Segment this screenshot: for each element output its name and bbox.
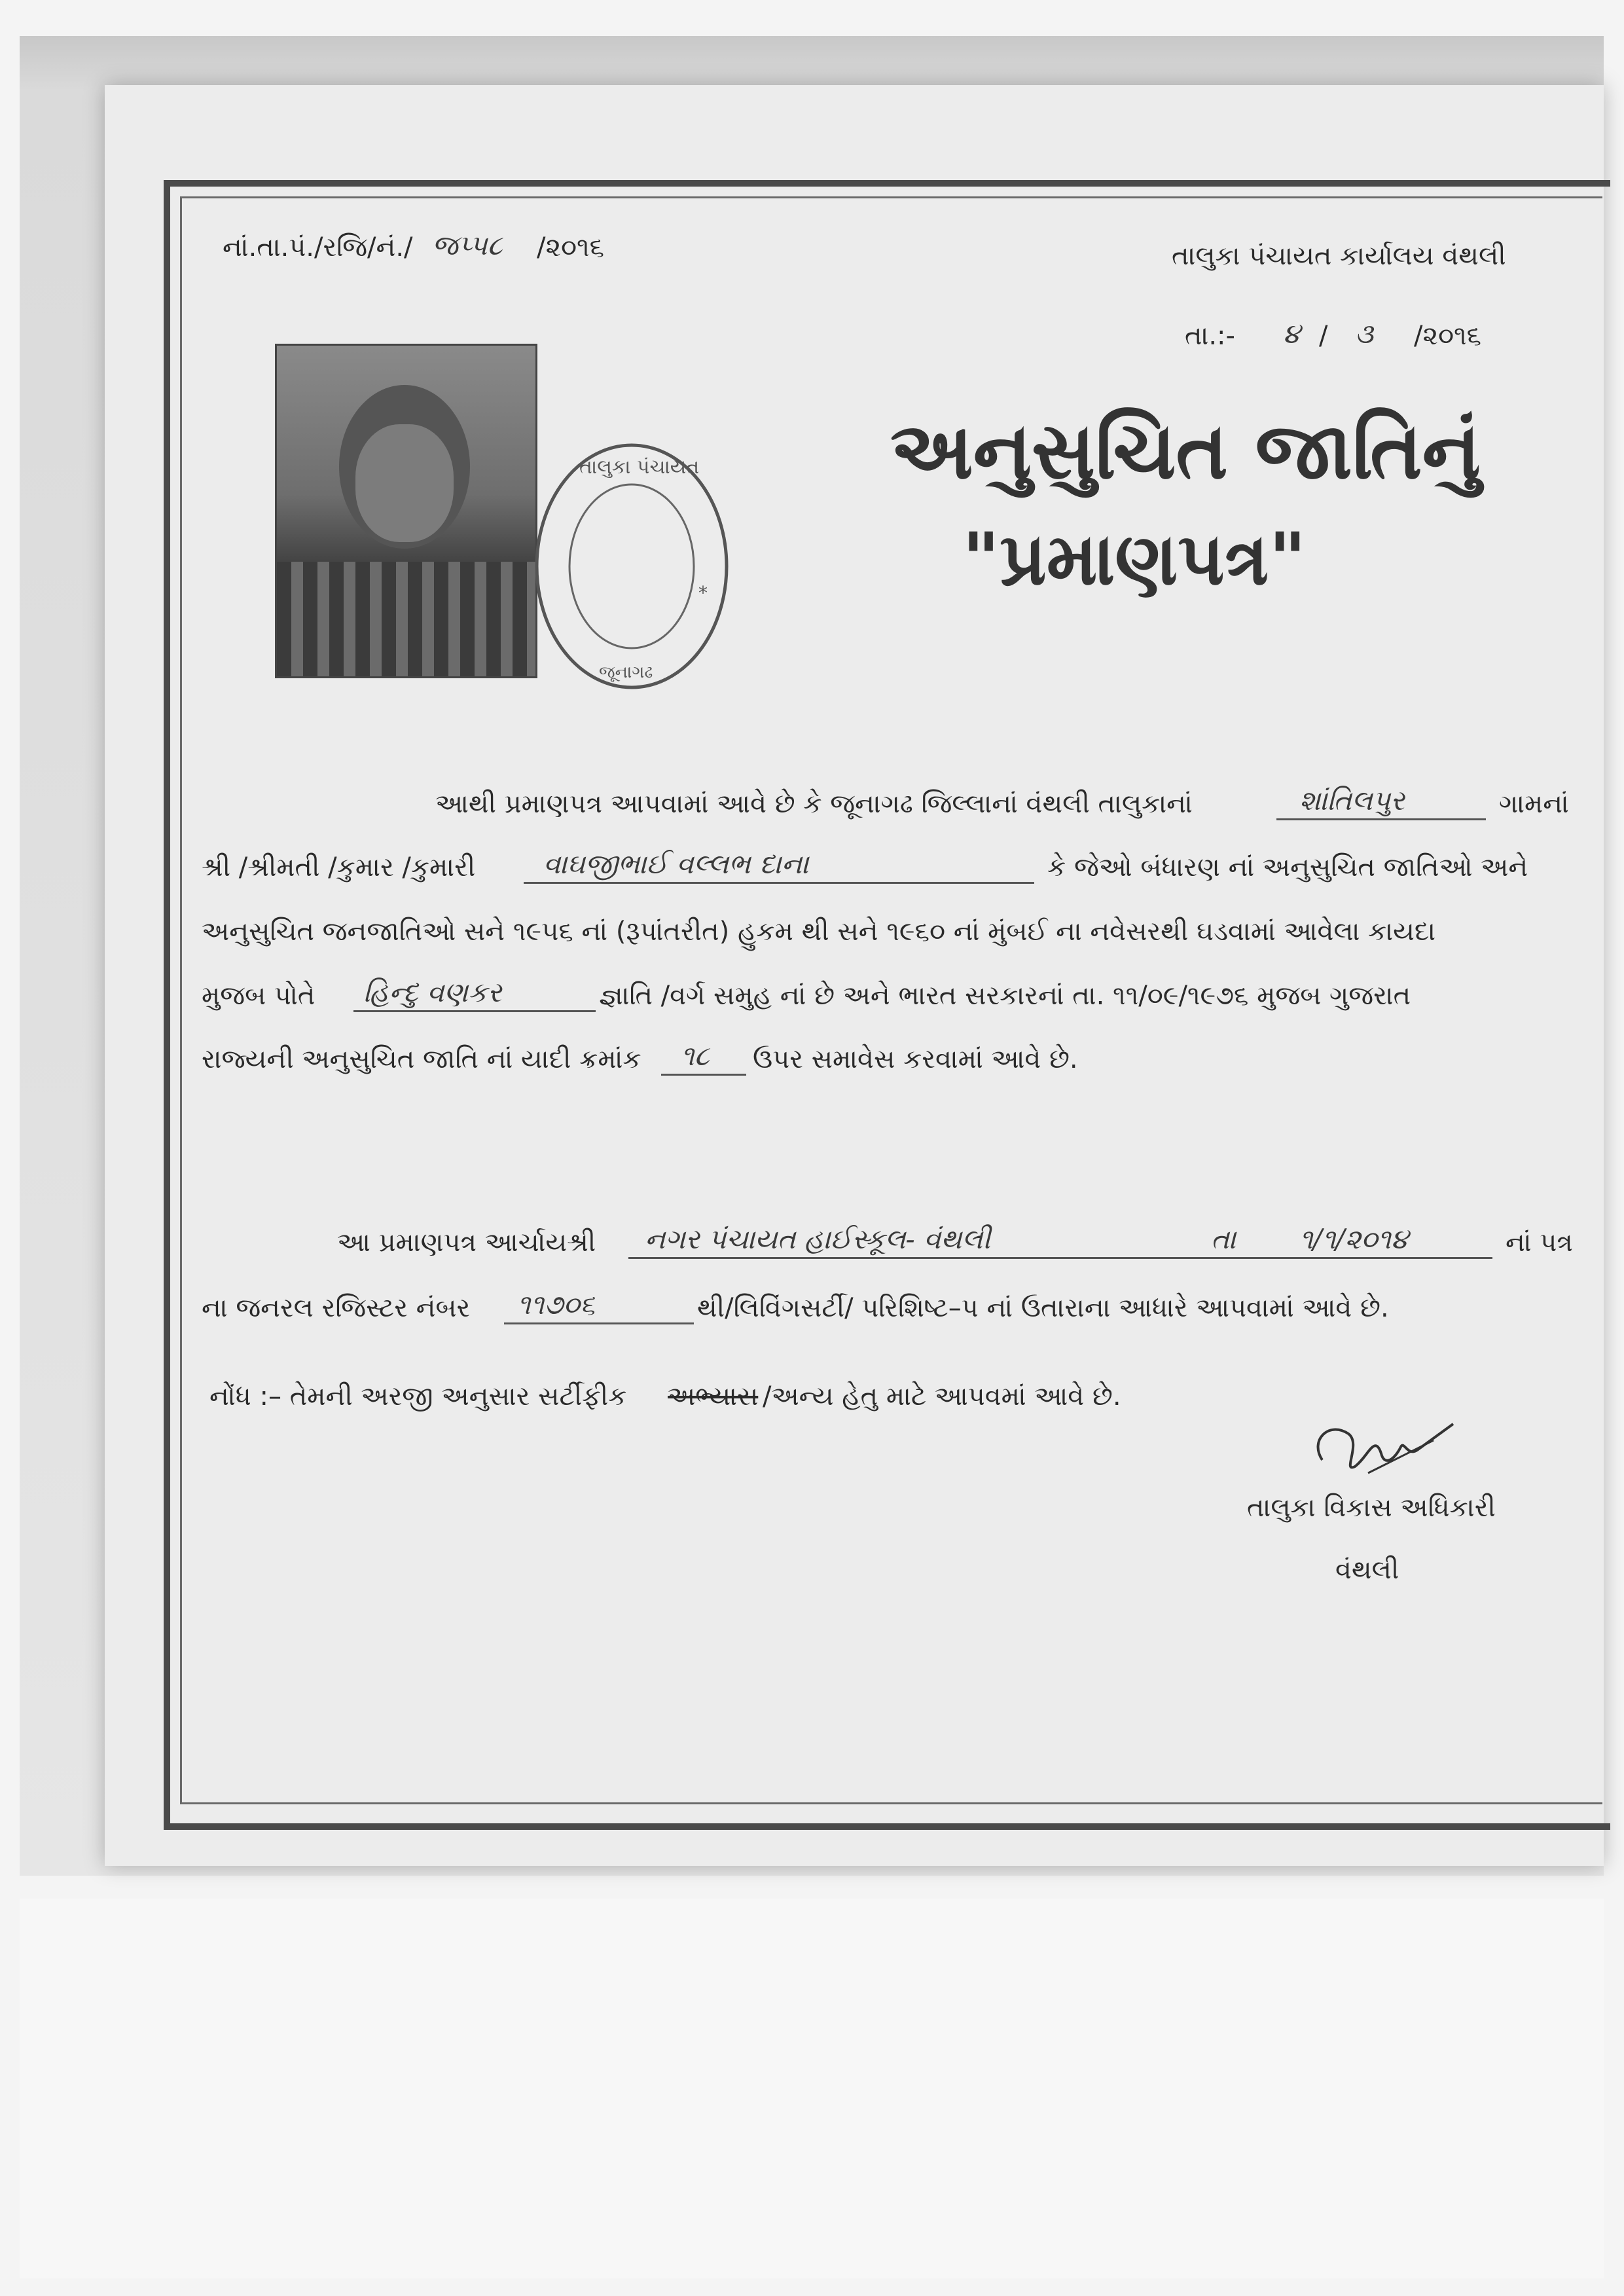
- note-prefix: નોંધ :– તેમની અરજી અનુસાર સર્ટીફીક: [209, 1381, 627, 1412]
- caste-hw: હિન્દુ વણકર: [363, 976, 502, 1008]
- body-line5-end: ઉપર સમાવેસ કરવામાં આવે છે.: [753, 1044, 1078, 1074]
- basis-line2-end: થી/લિવિંગસર્ટી/ પરિશિષ્ટ–પ નાં ઉતારાના આધારે આપવામાં આવે છે.: [697, 1293, 1389, 1323]
- office-seal: [527, 435, 736, 697]
- body-line4: મુજબ પોતે: [202, 981, 316, 1011]
- ref-number-hw: જપ્પ૮: [432, 229, 503, 261]
- ref-year: /૨૦૧૬: [537, 232, 605, 263]
- blank-area: [20, 1899, 1604, 2278]
- letter-date-hw: ૧/૧/૨૦૧૪: [1299, 1223, 1409, 1255]
- body-line5: રાજ્યની અનુસુચિત જાતિ નાં યાદી ક્રમાંક: [202, 1044, 641, 1074]
- ref-label: નાં.તા.પં./રજિ/નં./: [223, 232, 413, 263]
- body-line4-end: જ્ઞાતિ /વર્ગ સમુહ નાં છે અને ભારત સરકારનાં તા. ૧૧/૦૯/૧૯૭૬ મુજબ ગુજરાત: [599, 981, 1411, 1011]
- seal-text-top: તાલુકા પંચાયત: [579, 456, 700, 479]
- village-hw: શાંતિલપુર: [1299, 784, 1405, 816]
- signatory-place: વંથલી: [1335, 1555, 1399, 1585]
- school-taluka-hw: તા: [1211, 1223, 1236, 1255]
- basis-line1: આ પ્રમાણપત્ર આર્ચાયશ્રી: [337, 1228, 596, 1258]
- register-number-hw: ૧૧૭૦૬: [517, 1288, 596, 1321]
- office-name: તાલુકા પંચાયત કાર્યાલય વંથલી: [1172, 241, 1506, 271]
- body-line2: શ્રી /શ્રીમતી /કુમાર /કુમારી: [202, 852, 476, 883]
- body-line1-end: ગામનાં: [1499, 789, 1569, 819]
- body-line2-end: કે જેઓ બંધારણ નાં અનુસુચિત જાતિઓ અને: [1047, 852, 1528, 883]
- date-label: તા.:-: [1185, 321, 1235, 351]
- list-number-hw: ૧૮: [681, 1040, 710, 1072]
- note-suffix: /અન્ય હેતુ માટે આપવમાં આવે છે.: [763, 1381, 1121, 1412]
- date-day-hw: ૪: [1283, 318, 1301, 350]
- applicant-name-hw: વાઘજીભાઈ વલ્લભ દાના: [543, 848, 809, 880]
- applicant-photo: [275, 344, 537, 678]
- officer-signature: [1303, 1414, 1460, 1493]
- certificate-title: અનુસુચિત જાતિનું: [890, 406, 1481, 497]
- school-name-hw: નગર પંચાયત હાઈસ્કૂલ- વંથલી: [645, 1223, 991, 1255]
- svg-text:*: *: [698, 582, 708, 604]
- basis-line2: ના જનરલ રજિસ્ટર નંબર: [202, 1293, 471, 1323]
- note-struck: અભ્યાસ: [668, 1381, 759, 1412]
- date-month-hw: ૩: [1355, 318, 1373, 350]
- body-line1: આથી પ્રમાણપત્ર આપવામાં આવે છે કે જૂનાગઢ જિલ્લાનાં વંથલી તાલુકાનાં: [435, 789, 1193, 819]
- date-year: /૨૦૧૬: [1414, 321, 1482, 351]
- certificate-subtitle: "પ્રમાણપત્ર": [962, 517, 1307, 601]
- signatory-title: તાલુકા વિકાસ અધિકારી: [1247, 1493, 1496, 1523]
- body-line3: અનુસુચિત જનજાતિઓ સને ૧૯૫૬ નાં (રૂપાંતરીત) હુકમ થી સને ૧૯૬૦ નાં મુંબઈ ના નવેસરથી ઘડવામાં આવેલા કાયદા: [202, 917, 1436, 947]
- seal-text-bottom: જૂનાગઢ: [599, 663, 653, 682]
- basis-line1-end: નાં પત્ર: [1506, 1228, 1573, 1258]
